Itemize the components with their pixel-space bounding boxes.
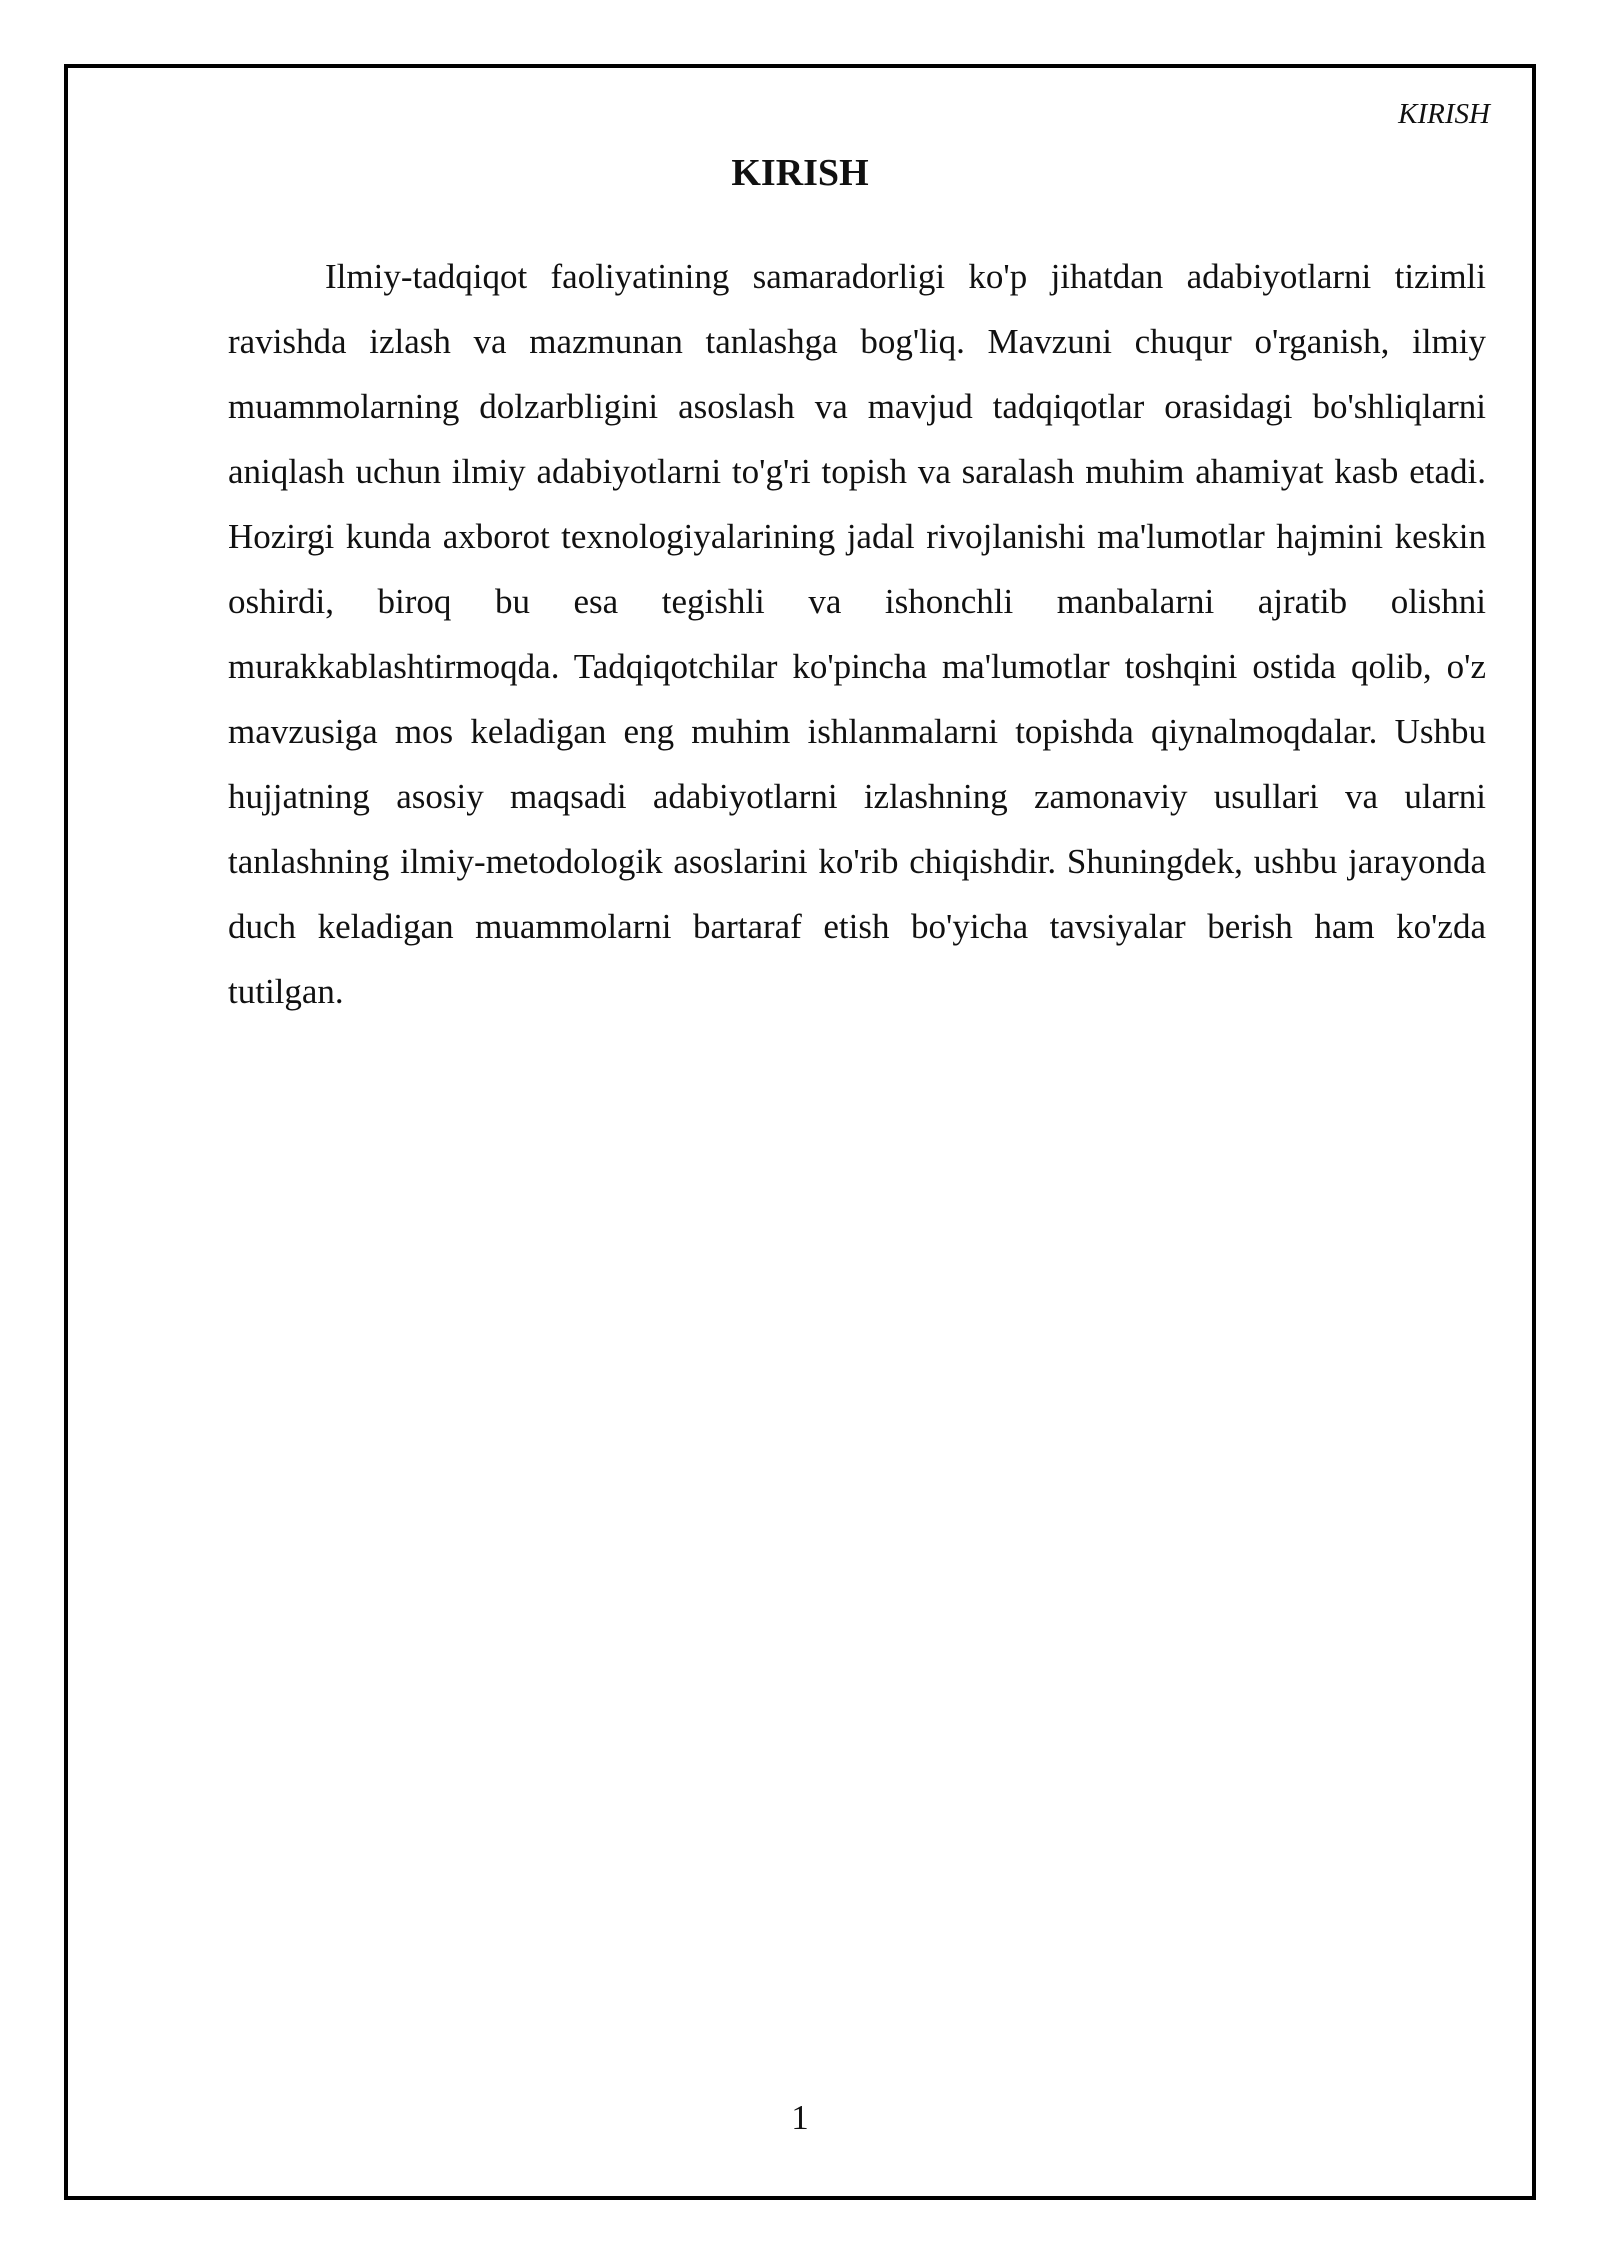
section-title: KIRISH bbox=[731, 152, 869, 194]
page-number: 1 bbox=[791, 2098, 809, 2137]
body-paragraph: Ilmiy-tadqiqot faoliyatining samaradorligi ko'p jihatdan adabiyotlarni tizimli ravishda izlash va mazmunan tanlashga bog'liq. Mavzuni chuqur o'rganish, ilmiy muammolarning dolzarbligini asoslash va mavjud tadqiqotlar orasidagi bo'shliqlarni aniqlash uchun ilmiy adabiyotlarni to'g'ri topish va saralash muhim ahamiyat kasb etadi. Hozirgi kunda axborot texnologiyalarining jadal rivojlanishi ma'lumotlar hajmini keskin oshirdi, biroq bu esa tegishli va ishonchli manbalarni ajratib olishni murakkablashtirmoqda. Tadqiqotchilar ko'pincha ma'lumotlar toshqini ostida qolib, o'z mavzusiga mos keladigan eng muhim ishlanmalarni topishda qiynalmoqdalar. Ushbu hujjatning asosiy maqsadi adabiyotlarni izlashning zamonaviy usullari va ularni tanlashning ilmiy-metodologik asoslarini ko'rib chiqishdir. Shuningdek, ushbu jarayonda duch keladigan muammolarni bartaraf etish bo'yicha tavsiyalar berish ham ko'zda tutilgan. bbox=[228, 257, 1486, 1011]
running-header: KIRISH bbox=[1398, 98, 1490, 130]
